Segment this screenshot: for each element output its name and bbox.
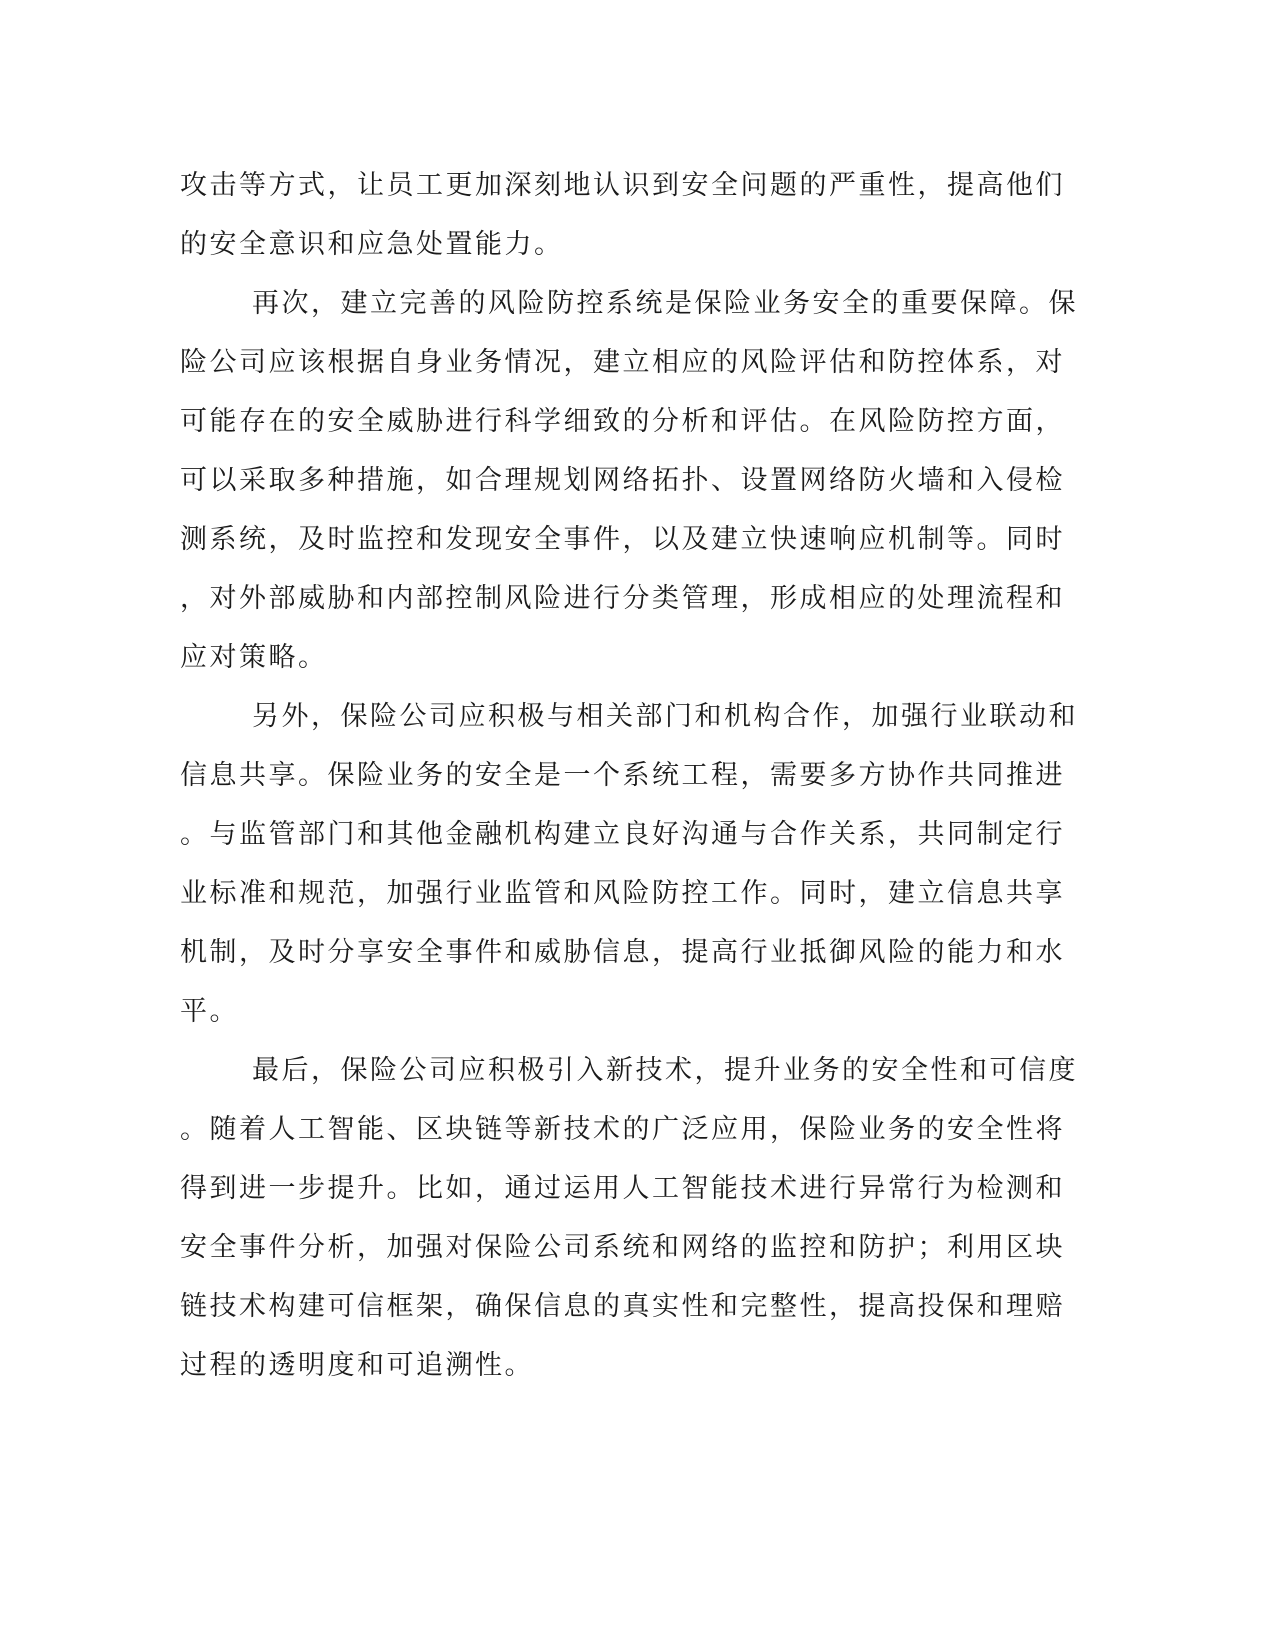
text-line: 安全事件分析，加强对保险公司系统和网络的监控和防护；利用区块 <box>180 1232 1065 1263</box>
text-line: 链技术构建可信框架，确保信息的真实性和完整性，提高投保和理赔 <box>180 1291 1065 1322</box>
text-line: 测系统，及时监控和发现安全事件，以及建立快速响应机制等。同时 <box>180 524 1065 555</box>
text-line: 再次，建立完善的风险防控系统是保险业务安全的重要保障。保 <box>252 288 1078 319</box>
paragraph-4 <box>180 1041 1078 1395</box>
text-line: 应对策略。 <box>180 642 328 673</box>
text-line: 业标准和规范，加强行业监管和风险防控工作。同时，建立信息共享 <box>180 878 1065 909</box>
text-line: 信息共享。保险业务的安全是一个系统工程，需要多方协作共同推进 <box>180 760 1065 791</box>
text-line: 可以采取多种措施，如合理规划网络拓扑、设置网络防火墙和入侵检 <box>180 465 1065 496</box>
text-line: 攻击等方式，让员工更加深刻地认识到安全问题的严重性，提高他们 <box>180 170 1065 201</box>
paragraph-1 <box>180 156 1065 274</box>
text-line: 最后，保险公司应积极引入新技术，提升业务的安全性和可信度 <box>252 1055 1078 1086</box>
text-line: 平。 <box>180 996 239 1027</box>
text-line: 。与监管部门和其他金融机构建立良好沟通与合作关系，共同制定行 <box>180 819 1065 850</box>
text-line: 险公司应该根据自身业务情况，建立相应的风险评估和防控体系，对 <box>180 347 1065 378</box>
text-line: 过程的透明度和可追溯性。 <box>180 1350 534 1381</box>
text-line: 。随着人工智能、区块链等新技术的广泛应用，保险业务的安全性将 <box>180 1114 1065 1145</box>
text-line: 另外，保险公司应积极与相关部门和机构合作，加强行业联动和 <box>252 701 1078 732</box>
text-line: 得到进一步提升。比如，通过运用人工智能技术进行异常行为检测和 <box>180 1173 1065 1204</box>
document-body <box>180 156 1078 1395</box>
text-line: 机制，及时分享安全事件和威胁信息，提高行业抵御风险的能力和水 <box>180 937 1065 968</box>
paragraph-3 <box>180 687 1078 1041</box>
paragraph-2 <box>180 274 1078 687</box>
text-line: 可能存在的安全威胁进行科学细致的分析和评估。在风险防控方面， <box>180 406 1065 437</box>
text-line: 的安全意识和应急处置能力。 <box>180 229 564 260</box>
text-line: ，对外部威胁和内部控制风险进行分类管理，形成相应的处理流程和 <box>180 583 1065 614</box>
